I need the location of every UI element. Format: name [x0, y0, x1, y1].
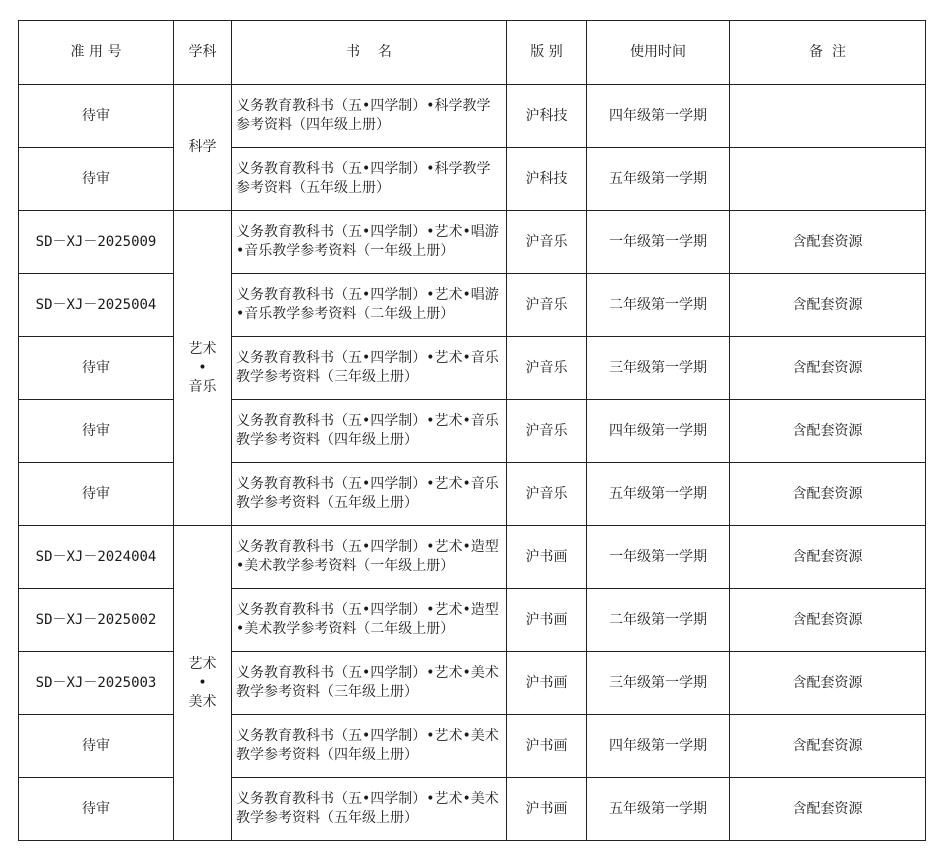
code-cell: SD－XJ－2025009 [19, 211, 174, 274]
time-cell: 四年级第一学期 [587, 715, 730, 778]
subject-label: 科学 [188, 139, 217, 155]
edition-cell: 沪音乐 [507, 274, 587, 337]
remark-cell: 含配套资源 [730, 274, 926, 337]
table-row [19, 778, 926, 841]
remark-cell: 含配套资源 [730, 652, 926, 715]
code-cell: 待审 [19, 715, 174, 778]
code-cell: 待审 [19, 85, 174, 148]
remark-cell: 含配套资源 [730, 400, 926, 463]
remark-cell [730, 85, 926, 148]
time-cell: 四年级第一学期 [587, 85, 730, 148]
code-cell: SD－XJ－2025002 [19, 589, 174, 652]
table-row [19, 589, 926, 652]
table-row [19, 211, 926, 274]
code-cell: SD－XJ－2024004 [19, 526, 174, 589]
header-subject: 学科 [174, 21, 232, 85]
time-cell: 一年级第一学期 [587, 526, 730, 589]
table-row [19, 400, 926, 463]
table-row [19, 148, 926, 211]
time-cell: 五年级第一学期 [587, 148, 730, 211]
book-name-cell: 义务教育教科书（五•四学制）•艺术•美术教学参考资料（三年级上册） [232, 652, 507, 715]
time-cell: 三年级第一学期 [587, 337, 730, 400]
subject-label [189, 655, 217, 712]
subject-cell-art [174, 526, 232, 841]
remark-cell: 含配套资源 [730, 337, 926, 400]
header-time: 使用时间 [587, 21, 730, 85]
subject-cell-music [174, 211, 232, 526]
book-name-cell: 义务教育教科书（五•四学制）•艺术•音乐教学参考资料（三年级上册） [232, 337, 507, 400]
edition-cell: 沪书画 [507, 526, 587, 589]
code-cell: SD－XJ－2025004 [19, 274, 174, 337]
code-cell: 待审 [19, 400, 174, 463]
table-row [19, 337, 926, 400]
book-name-cell: 义务教育教科书（五•四学制）•艺术•美术教学参考资料（四年级上册） [232, 715, 507, 778]
edition-cell: 沪书画 [507, 778, 587, 841]
edition-cell: 沪书画 [507, 652, 587, 715]
table-row [19, 274, 926, 337]
subject-line: 艺术 [188, 340, 217, 357]
remark-cell: 含配套资源 [730, 211, 926, 274]
time-cell: 一年级第一学期 [587, 211, 730, 274]
book-name-cell: 义务教育教科书（五•四学制）•艺术•音乐教学参考资料（五年级上册） [232, 463, 507, 526]
table-row [19, 463, 926, 526]
edition-cell: 沪音乐 [507, 400, 587, 463]
book-name-cell: 义务教育教科书（五•四学制）•艺术•音乐教学参考资料（四年级上册） [232, 400, 507, 463]
header-edition: 版 别 [507, 21, 587, 85]
edition-cell: 沪音乐 [507, 463, 587, 526]
edition-cell: 沪音乐 [507, 337, 587, 400]
textbook-table [18, 20, 926, 841]
code-cell: 待审 [19, 463, 174, 526]
remark-cell: 含配套资源 [730, 526, 926, 589]
code-cell: 待审 [19, 148, 174, 211]
remark-cell: 含配套资源 [730, 778, 926, 841]
edition-cell: 沪书画 [507, 589, 587, 652]
book-name-cell: 义务教育教科书（五•四学制）•艺术•美术教学参考资料（五年级上册） [232, 778, 507, 841]
edition-cell: 沪书画 [507, 715, 587, 778]
subject-line: 艺术 [188, 655, 217, 672]
time-cell: 四年级第一学期 [587, 400, 730, 463]
book-name-cell: 义务教育教科书（五•四学制）•艺术•唱游•音乐教学参考资料（二年级上册） [232, 274, 507, 337]
time-cell: 五年级第一学期 [587, 778, 730, 841]
subject-line: 美术 [188, 693, 217, 710]
edition-cell: 沪科技 [507, 85, 587, 148]
book-name-cell: 义务教育教科书（五•四学制）•科学教学参考资料（五年级上册） [232, 148, 507, 211]
edition-cell: 沪音乐 [507, 211, 587, 274]
code-cell: SD－XJ－2025003 [19, 652, 174, 715]
book-name-cell: 义务教育教科书（五•四学制）•艺术•造型•美术教学参考资料（一年级上册） [232, 526, 507, 589]
table-row [19, 715, 926, 778]
book-name-cell: 义务教育教科书（五•四学制）•艺术•造型•美术教学参考资料（二年级上册） [232, 589, 507, 652]
time-cell: 二年级第一学期 [587, 274, 730, 337]
subject-cell-science [174, 85, 232, 211]
subject-label [189, 340, 217, 397]
remark-cell: 含配套资源 [730, 715, 926, 778]
book-name-cell: 义务教育教科书（五•四学制）•科学教学参考资料（四年级上册） [232, 85, 507, 148]
edition-cell: 沪科技 [507, 148, 587, 211]
header-name: 书 名 [232, 21, 507, 85]
time-cell: 二年级第一学期 [587, 589, 730, 652]
time-cell: 五年级第一学期 [587, 463, 730, 526]
header-code: 准 用 号 [19, 21, 174, 85]
book-name-cell: 义务教育教科书（五•四学制）•艺术•唱游•音乐教学参考资料（一年级上册） [232, 211, 507, 274]
remark-cell [730, 148, 926, 211]
code-cell: 待审 [19, 778, 174, 841]
subject-dot: • [198, 674, 207, 691]
remark-cell: 含配套资源 [730, 463, 926, 526]
table-row [19, 526, 926, 589]
header-remark: 备 注 [730, 21, 926, 85]
table-row [19, 652, 926, 715]
header-row [19, 21, 926, 85]
subject-dot: • [198, 359, 207, 376]
time-cell: 三年级第一学期 [587, 652, 730, 715]
table-row [19, 85, 926, 148]
subject-line: 音乐 [188, 378, 217, 395]
code-cell: 待审 [19, 337, 174, 400]
remark-cell: 含配套资源 [730, 589, 926, 652]
